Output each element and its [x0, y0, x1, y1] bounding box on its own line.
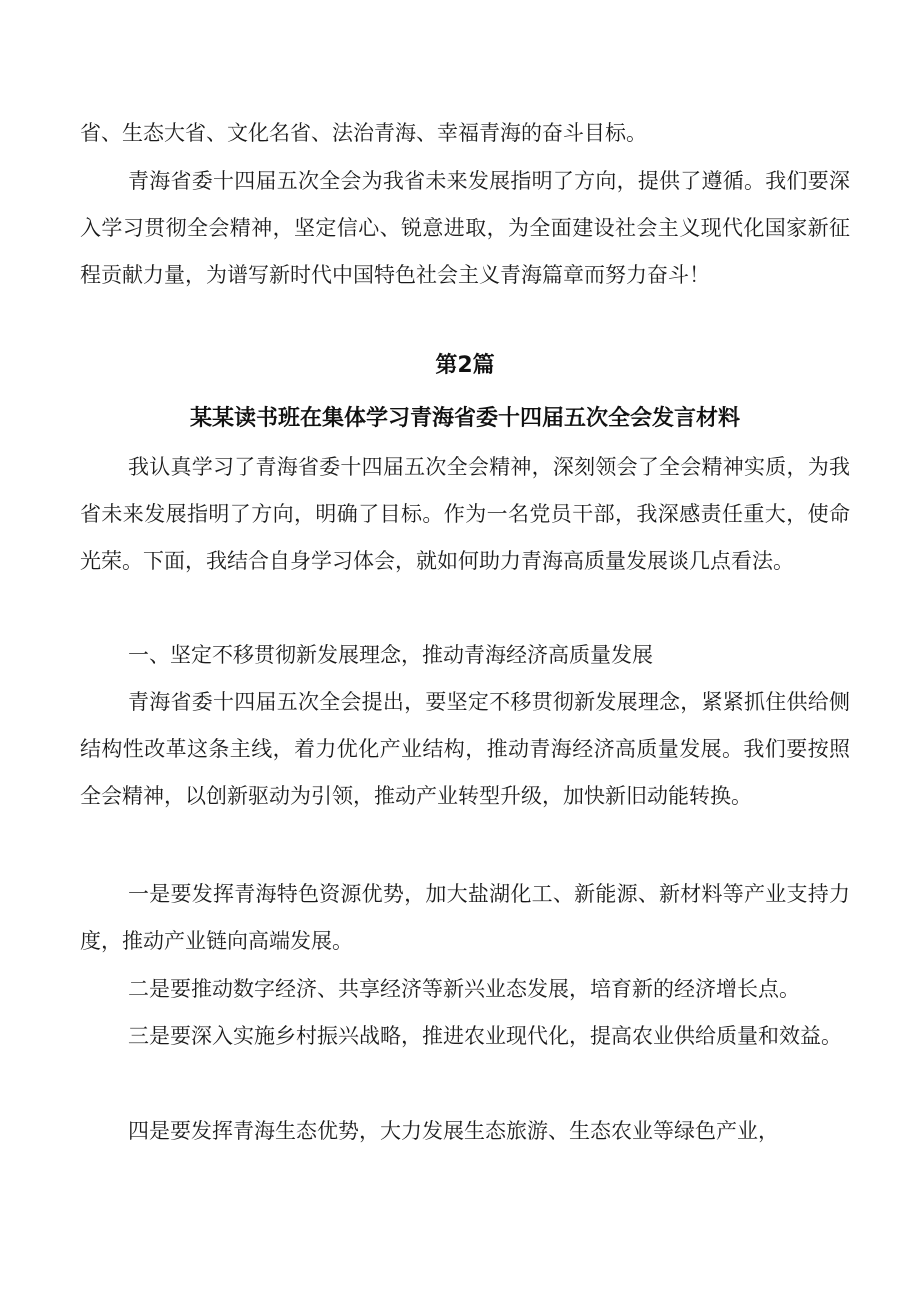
list-item-one: 一是要发挥青海特色资源优势，加大盐湖化工、新能源、新材料等产业支持力度，推动产业链向高端发展。	[80, 882, 850, 953]
paragraph-body: 青海省委十四届五次全会提出，要坚定不移贯彻新发展理念，紧紧抓住供给侧结构性改革这条主线，着力优化产业结构，推动青海经济高质量发展。我们要按照全会精神，以创新驱动为引领，推动产业转型升级，加快新旧动能转换。	[80, 690, 850, 808]
paragraph-closing: 青海省委十四届五次全会为我省未来发展指明了方向，提供了遵循。我们要深入学习贯彻全会精神，坚定信心、锐意进取，为全面建设社会主义现代化国家新征程贡献力量，为谱写新时代中国特色社会主义青海篇章而努力奋斗！	[80, 169, 850, 287]
paragraph-intro: 我认真学习了青海省委十四届五次全会精神，深刻领会了全会精神实质，为我省未来发展指明了方向，明确了目标。作为一名党员干部，我深感责任重大，使命光荣。下面，我结合自身学习体会，就如何助力青海高质量发展谈几点看法。	[80, 455, 850, 573]
list-item-four: 四是要发挥青海生态优势，大力发展生态旅游、生态农业等绿色产业，	[128, 1119, 779, 1143]
section-title: 某某读书班在集体学习青海省委十四届五次全会发言材料	[189, 406, 740, 431]
list-item-three: 三是要深入实施乡村振兴战略，推进农业现代化，提高农业供给质量和效益。	[128, 1024, 842, 1048]
paragraph-continuation: 省、生态大省、文化名省、法治青海、幸福青海的奋斗目标。	[80, 121, 647, 145]
list-item-two: 二是要推动数字经济、共享经济等新兴业态发展，培育新的经济增长点。	[128, 977, 800, 1001]
subheading-one: 一、坚定不移贯彻新发展理念，推动青海经济高质量发展	[128, 643, 653, 667]
section-number: 第2篇	[435, 353, 495, 378]
